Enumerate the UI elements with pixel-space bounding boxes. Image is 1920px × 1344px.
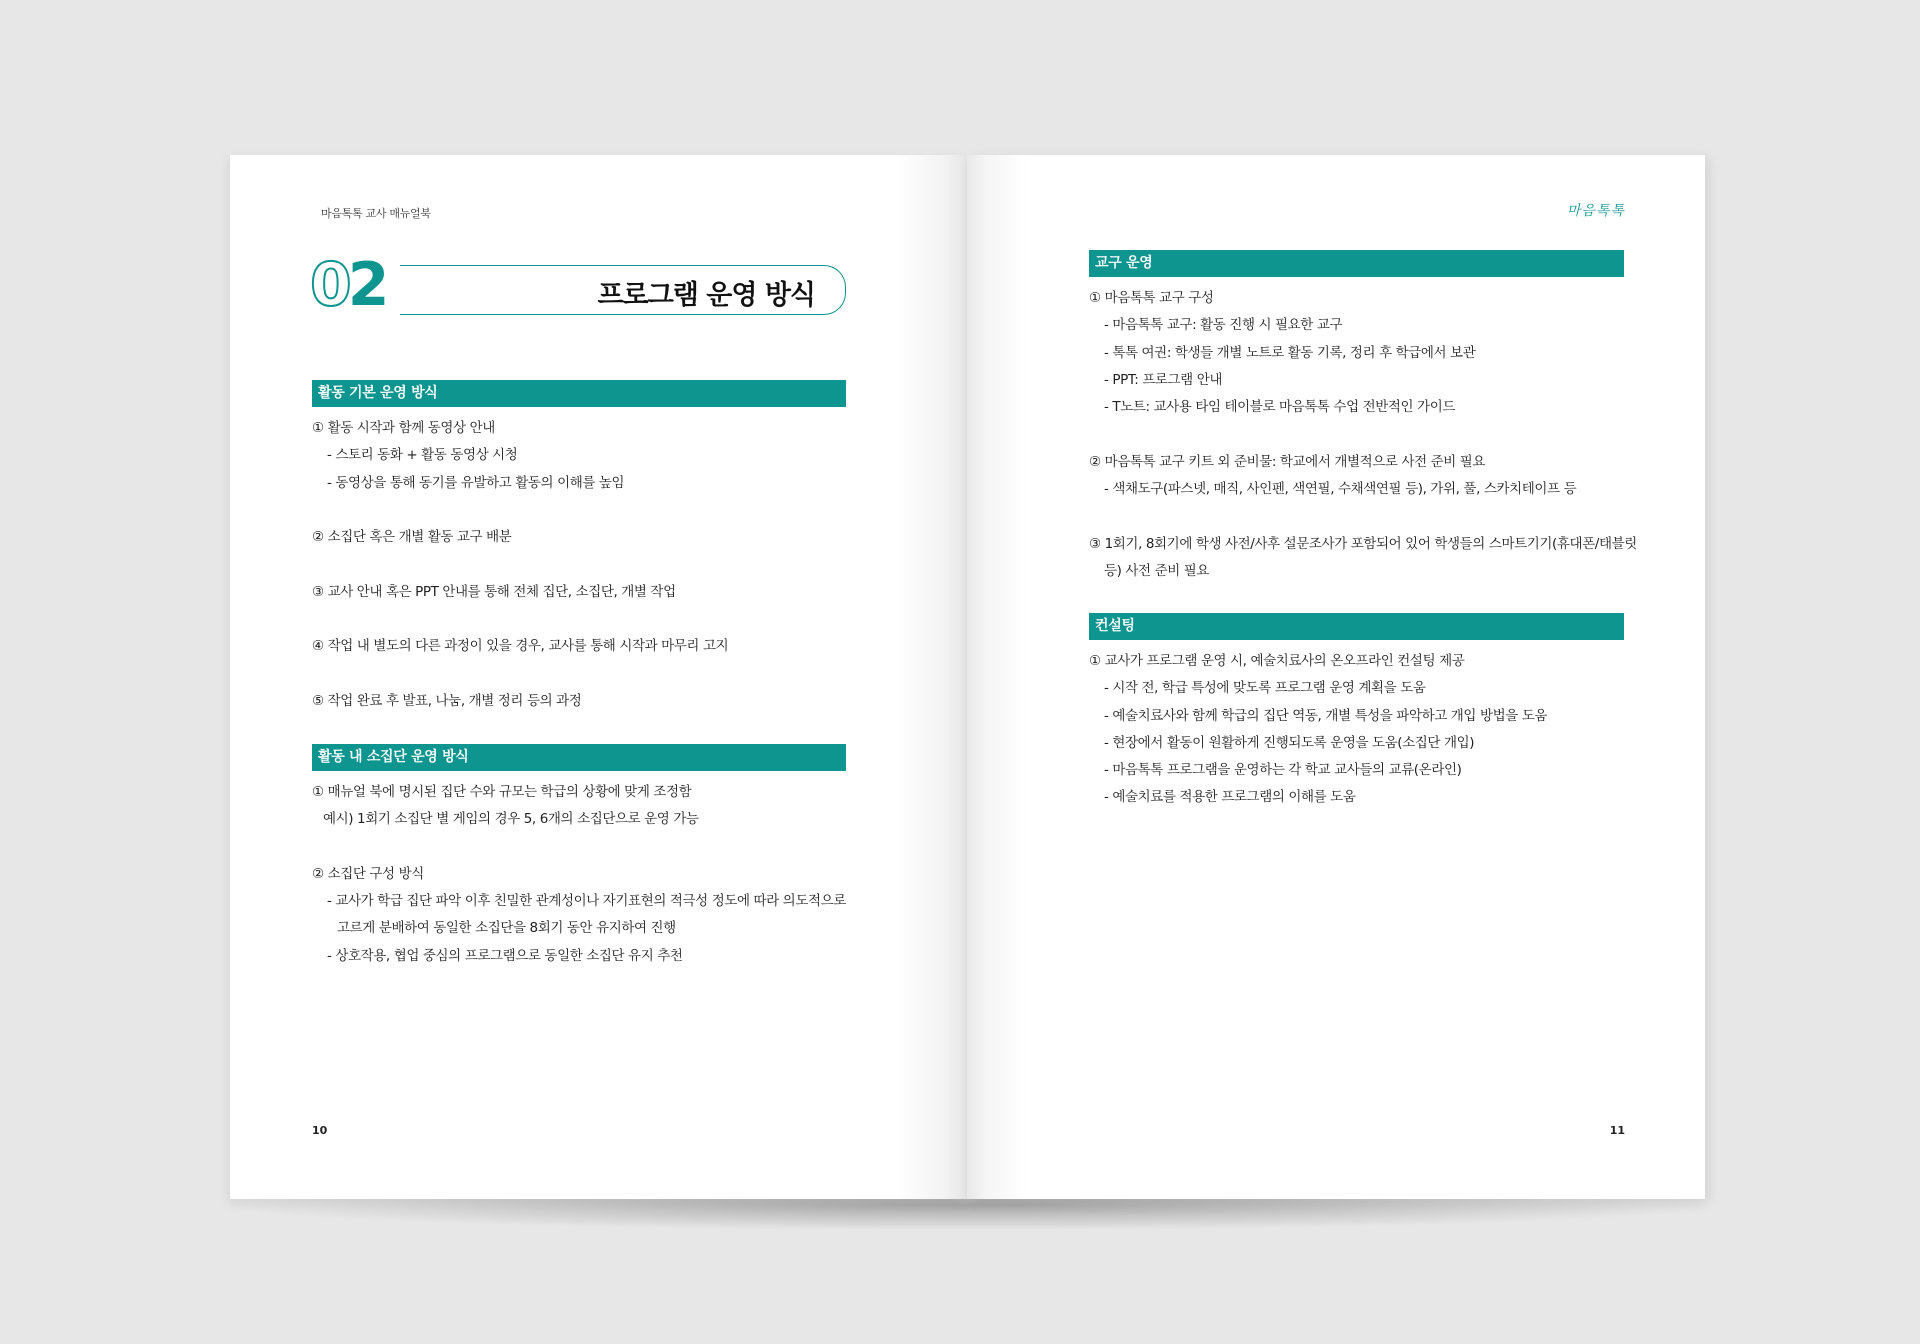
list-item: ② 소집단 구성 방식 [312,865,424,882]
list-subitem: 고르게 분배하여 동일한 소집단을 8회기 동안 유지하여 진행 [337,920,676,937]
list-subitem: 등) 사전 준비 필요 [1104,562,1210,579]
list-item: ② 마음톡톡 교구 키트 외 준비물: 학교에서 개별적으로 사전 준비 필요 [1089,453,1486,470]
list-item: ④ 작업 내 별도의 다른 과정이 있을 경우, 교사를 통해 시작과 마무리 고지 [312,638,729,655]
chapter-digit-solid: 2 [347,250,386,320]
list-subitem: - 스토리 동화 + 활동 동영상 시청 [327,447,518,464]
section-body [312,415,728,715]
page-number: 11 [1609,1124,1625,1137]
list-subitem: - 마음톡톡 교구: 활동 진행 시 필요한 교구 [1104,317,1343,334]
list-subitem: - 예술치료를 적용한 프로그램의 이해를 도움 [1104,789,1356,806]
chapter-digit-outline: 0 [310,250,348,320]
list-subitem: - 동영상을 통해 동기를 유발하고 활동의 이해를 높임 [327,474,625,491]
list-subitem: - 마음톡톡 프로그램을 운영하는 각 학교 교사들의 교류(온라인) [1104,762,1462,779]
list-item: ③ 교사 안내 혹은 PPT 안내를 통해 전체 집단, 소집단, 개별 작업 [312,583,676,600]
section-heading: 활동 기본 운영 방식 [312,380,846,407]
brand-logo: 마음톡톡 [1566,203,1625,219]
section-heading: 교구 운영 [1089,250,1624,277]
list-item: ⑤ 작업 완료 후 발표, 나눔, 개별 정리 등의 과정 [312,692,582,709]
running-head: 마음톡톡 교사 매뉴얼북 [321,207,431,220]
section-body [312,779,846,970]
chapter-title-box [400,265,846,315]
list-subitem: - 교사가 학급 집단 파악 이후 친밀한 관계성이나 자기표현의 적극성 정도에 따라 의도적으로 [327,893,846,910]
list-subitem: - 상호작용, 협업 중심의 프로그램으로 동일한 소집단 유지 추천 [327,947,683,964]
list-subitem: - T노트: 교사용 타임 테이블로 마음톡톡 수업 전반적인 가이드 [1104,399,1455,416]
list-subitem: - 색채도구(파스넷, 매직, 사인펜, 색연필, 수채색연필 등), 가위, 풀, 스카치테이프 등 [1104,481,1577,498]
left-page [230,155,967,1199]
page-number: 10 [312,1124,328,1137]
list-subitem: - 현장에서 활동이 원활하게 진행되도록 운영을 도움(소집단 개입) [1104,734,1475,751]
section-body [1089,285,1637,585]
gutter-shade [967,155,1027,1199]
section-heading: 활동 내 소집단 운영 방식 [312,744,846,771]
list-item: ① 매뉴얼 북에 명시된 집단 수와 규모는 학급의 상황에 맞게 조정함 [312,784,692,800]
chapter-title: 프로그램 운영 방식 [597,280,815,311]
list-item: ③ 1회기, 8회기에 학생 사전/사후 설문조사가 포함되어 있어 학생들의 스마트기기(휴대폰/태블릿 [1089,535,1637,552]
section-body [1089,648,1547,812]
list-item: ① 교사가 프로그램 운영 시, 예술치료사의 온오프라인 컨설팅 제공 [1089,653,1465,669]
list-item: ① 마음톡톡 교구 구성 [1089,290,1214,306]
list-subitem: - PPT: 프로그램 안내 [1104,371,1222,388]
list-subitem: 예시) 1회기 소집단 별 게임의 경우 5, 6개의 소집단으로 운영 가능 [323,811,699,828]
section-heading: 컨설팅 [1089,613,1624,640]
list-subitem: - 예술치료사와 함께 학급의 집단 역동, 개별 특성을 파악하고 개입 방법을 도움 [1104,707,1548,724]
list-subitem: - 시작 전, 학급 특성에 맞도록 프로그램 운영 계획을 도움 [1104,680,1426,697]
chapter-number [310,250,386,320]
list-subitem: - 톡톡 여권: 학생들 개별 노트로 활동 기록, 정리 후 학급에서 보관 [1104,344,1476,361]
gutter-shade [897,155,967,1199]
list-item: ② 소집단 혹은 개별 활동 교구 배분 [312,529,512,546]
right-page [967,155,1705,1199]
list-item: ① 활동 시작과 함께 동영상 안내 [312,420,495,436]
